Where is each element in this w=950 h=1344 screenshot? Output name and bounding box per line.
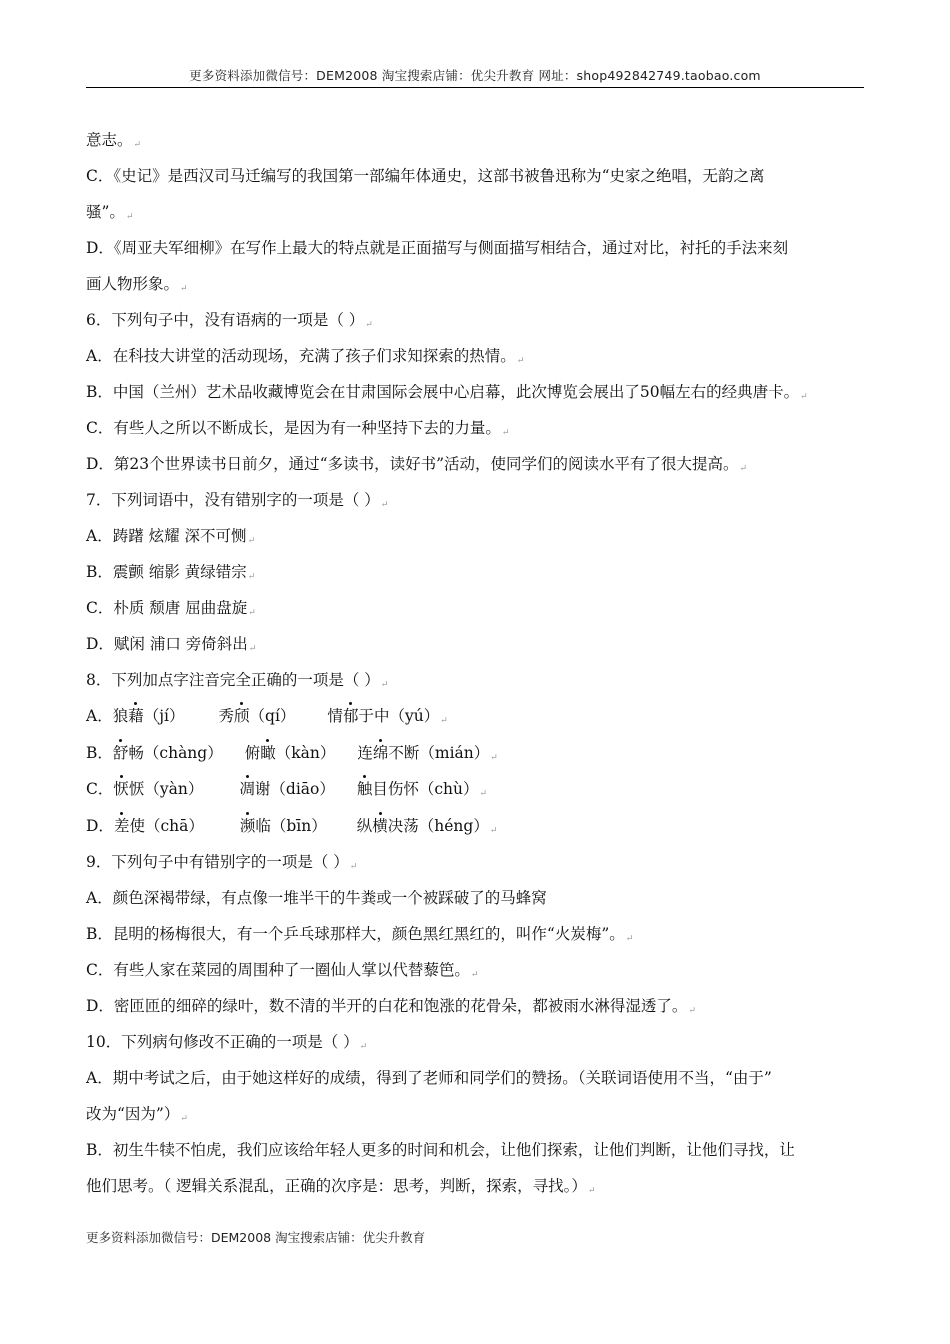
text-line: D．《周亚夫军细柳》在写作上最大的特点就是正面描写与侧面描写相结合，通过对比，衬托的手法来刻 (86, 239, 789, 257)
page-header: 更多资料添加微信号：DEM2008 淘宝搜索店铺：优尖升教育 网址：shop492842749.taobao.com (189, 68, 761, 83)
question-9-stem: 9．下列句子中有错别字的一项是（ ）↵ (86, 853, 358, 872)
question-7-option-d: D．赋闲 浦口 旁倚斜出↵ (86, 635, 257, 654)
page-footer: 更多资料添加微信号：DEM2008 淘宝搜索店铺：优尖升教育 (86, 1230, 426, 1245)
question-6-option-b: B．中国（兰州）艺术品收藏博览会在甘肃国际会展中心启幕，此次博览会展出了50幅左右的经典唐卡。↵ (86, 383, 808, 402)
question-8-option-a: A．狼藉（jí） 秀颀（qí） 情郁于中（yú）↵ (86, 698, 864, 735)
question-6-option-d: D．第23个世界读书日前夕，通过“多读书，读好书”活动，使同学们的阅读水平有了很大提高。↵ (86, 455, 748, 474)
text-line: 骚”。↵ (86, 203, 134, 222)
text-line: 画人物形象。↵ (86, 275, 188, 294)
question-10-option-b: B．初生牛犊不怕虎，我们应该给年轻人更多的时间和机会，让他们探索，让他们判断，让他们寻找，让 (86, 1141, 795, 1159)
question-8-option-c: C．恹恹（yàn） 凋谢（diāo） 触目伤怀（chù）↵ (86, 771, 864, 808)
question-8-option-d: D．差使（chā） 濒临（bīn） 纵横决荡（héng）↵ (86, 808, 864, 845)
emphasis-dot-char: 横 (372, 808, 388, 845)
question-6-option-a: A．在科技大讲堂的活动现场，充满了孩子们求知探索的热情。↵ (86, 347, 525, 366)
question-7-option-a: A．踌躇 炫耀 深不可恻↵ (86, 527, 256, 546)
question-8-stem: 8．下列加点字注音完全正确的一项是（ ）↵ (86, 671, 389, 690)
question-8-option-b: B．舒畅（chàng） 俯瞰（kàn） 连绵不断（mián）↵ (86, 735, 864, 772)
emphasis-dot-char: 触 (357, 771, 373, 808)
emphasis-dot-char: 绵 (373, 735, 389, 772)
emphasis-dot-char: 舒 (113, 735, 129, 772)
question-9-option-c: C．有些人家在菜园的周围种了一圈仙人掌以代替藜笆。↵ (86, 961, 479, 980)
emphasis-dot-char: 郁 (343, 698, 359, 735)
text-line: 他们思考。（ 逻辑关系混乱，正确的次序是：思考，判断，探索，寻找。）↵ (86, 1177, 596, 1196)
question-9-option-d: D．密匝匝的细碎的绿叶，数不清的半开的白花和饱涨的花骨朵，都被雨水淋得湿透了。↵ (86, 997, 696, 1016)
question-6-stem: 6．下列句子中，没有语病的一项是（ ）↵ (86, 311, 373, 330)
header-divider (86, 87, 864, 88)
emphasis-dot-char: 瞰 (260, 735, 276, 772)
question-7-option-b: B．震颤 缩影 黄绿错宗↵ (86, 563, 256, 582)
text-line: C．《史记》是西汉司马迁编写的我国第一部编年体通史，这部书被鲁迅称为“史家之绝唱，无韵之离 (86, 167, 765, 185)
emphasis-dot-char: 凋 (239, 771, 255, 808)
emphasis-dot-char: 濒 (240, 808, 256, 845)
question-10-option-a: A．期中考试之后，由于她这样好的成绩，得到了老师和同学们的赞扬。（关联词语使用不当，“由于” (86, 1069, 772, 1087)
question-7-option-c: C．朴质 颓唐 屈曲盘旋↵ (86, 599, 256, 618)
emphasis-dot-char: 差 (114, 808, 130, 845)
question-9-option-b: B．昆明的杨梅很大，有一个乒乓球那样大，颜色黑红黑红的，叫作“火炭梅”。↵ (86, 925, 634, 944)
question-6-option-c: C．有些人之所以不断成长，是因为有一种坚持下去的力量。↵ (86, 419, 510, 438)
question-9-option-a: A．颜色深褐带绿，有点像一堆半干的牛粪或一个被踩破了的马蜂窝 (86, 889, 547, 907)
emphasis-dot-char: 藉 (128, 698, 144, 735)
document-body (86, 122, 864, 1204)
text-line: 意志。↵ (86, 131, 142, 150)
text-line: 改为“因为”）↵ (86, 1105, 188, 1124)
question-7-stem: 7．下列词语中，没有错别字的一项是（ ）↵ (86, 491, 389, 510)
emphasis-dot-char: 恹 (113, 771, 129, 808)
emphasis-dot-char: 颀 (234, 698, 250, 735)
question-10-stem: 10．下列病句修改不正确的一项是（ ）↵ (86, 1033, 368, 1052)
